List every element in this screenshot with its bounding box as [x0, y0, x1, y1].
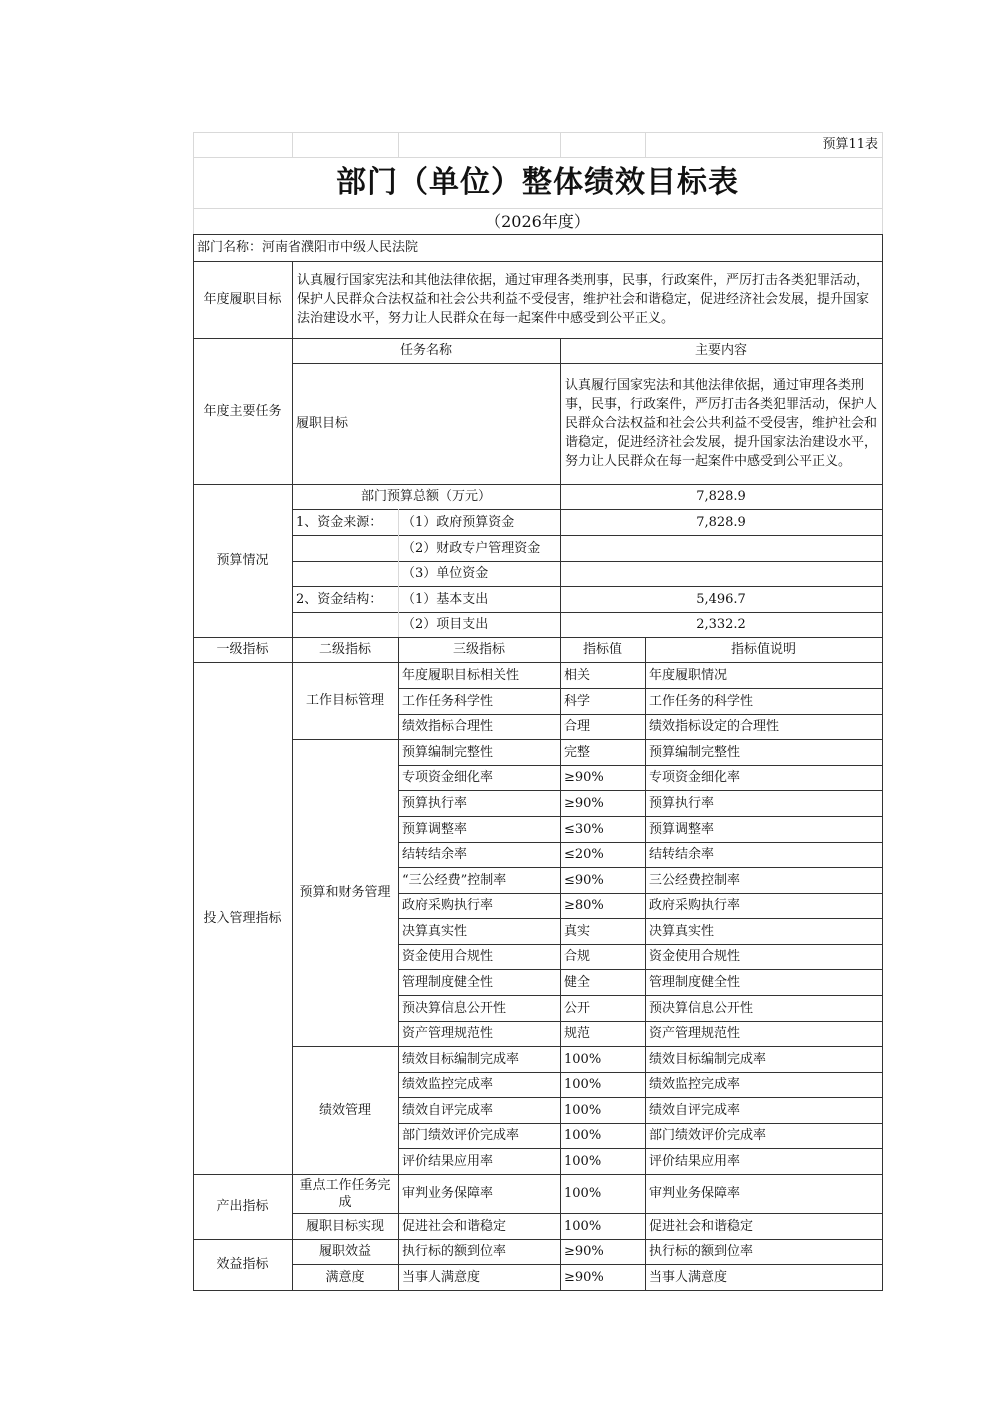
grid-line — [398, 944, 883, 945]
grid-line — [292, 132, 293, 157]
grid-line — [398, 612, 399, 637]
indicator-name: 部门绩效评价完成率 — [402, 1128, 520, 1143]
grid-line — [398, 893, 883, 894]
grid-line — [398, 1264, 883, 1265]
indicator-description: 绩效监控完成率 — [649, 1077, 741, 1092]
indicator-value: 真实 — [564, 923, 591, 939]
indicator-value: ≥90% — [564, 795, 604, 811]
level2-duty-benefit: 履职效益 — [318, 1244, 371, 1259]
grid-line — [193, 157, 883, 158]
grid-line — [193, 484, 883, 485]
basic-expense-label: （1）基本支出 — [402, 591, 489, 607]
indicator-description: 评价结果应用率 — [649, 1153, 741, 1169]
grid-line — [398, 918, 883, 919]
grid-line — [193, 1239, 883, 1240]
indicator-name: 年度履职目标相关性 — [402, 667, 520, 683]
grid-line — [292, 561, 883, 562]
task-content: 认真履行国家宪法和其他法律依据，通过审理各类刑事，民事，行政案件，严厉打击各类犯罪活动，保护人民群众合法权益和社会公共利益不受侵害，维护社会和谐稳定，促进经济社会发展，提升国家法治建设水平，努力让人民群众在每一起案件中感受到公平正义。 — [565, 378, 878, 469]
grid-line — [398, 1123, 883, 1124]
indicator-value: ≤30% — [564, 821, 604, 837]
indicator-value: 公开 — [564, 1000, 591, 1016]
grid-line — [292, 1213, 399, 1214]
indicator-name: 工作任务科学性 — [402, 693, 494, 709]
grid-line — [292, 509, 883, 510]
level1-output: 产出指标 — [216, 1199, 269, 1214]
grid-line — [398, 586, 399, 612]
level2-key-tasks: 重点工作任务完成 — [299, 1177, 391, 1210]
grid-line — [398, 509, 399, 535]
indicator-name: 资产管理规范性 — [402, 1026, 494, 1041]
level2-budget-finance: 预算和财务管理 — [299, 885, 391, 900]
grid-line — [398, 132, 399, 157]
grid-line — [560, 338, 561, 637]
indicator-value: 相关 — [564, 667, 591, 683]
indicator-value: 100% — [564, 1077, 602, 1092]
indicator-value: 合理 — [564, 719, 591, 734]
grid-line — [398, 535, 399, 586]
fiscal-account-value — [560, 535, 882, 561]
indicator-value: 100% — [564, 1218, 602, 1234]
indicator-description: 年度履职情况 — [649, 667, 728, 683]
indicator-value: 100% — [564, 1186, 602, 1201]
grid-line — [398, 1097, 883, 1098]
grid-line — [292, 1264, 399, 1265]
indicator-name: 资金使用合规性 — [402, 949, 494, 964]
grid-line — [645, 132, 646, 157]
indicator-description: 资金使用合规性 — [649, 949, 741, 964]
grid-line — [398, 714, 883, 715]
indicator-name: 管理制度健全性 — [402, 974, 494, 990]
indicator-name: 绩效指标合理性 — [402, 719, 494, 734]
level2-duty-goal: 履职目标实现 — [305, 1218, 384, 1234]
grid-line — [193, 338, 883, 339]
project-expense-label: （2）项目支出 — [402, 617, 489, 632]
indicator-description: 绩效指标设定的合理性 — [649, 719, 780, 734]
indicator-description: 工作任务的科学性 — [649, 693, 754, 709]
grid-line — [398, 688, 883, 689]
indicator-name: 执行标的额到位率 — [402, 1244, 507, 1259]
grid-line — [398, 1046, 883, 1047]
indicator-description: 管理制度健全性 — [649, 974, 741, 990]
indicator-name: 预算编制完整性 — [402, 744, 494, 760]
indicator-name: 当事人满意度 — [402, 1269, 481, 1285]
grid-line — [193, 234, 883, 235]
indicator-description: 预算执行率 — [649, 795, 715, 811]
grid-line — [398, 739, 883, 740]
indicator-description: 绩效自评完成率 — [649, 1102, 741, 1118]
indicator-value: ≥90% — [564, 770, 604, 785]
indicator-description: 政府采购执行率 — [649, 898, 741, 913]
grid-line — [292, 261, 293, 1290]
indicator-value: 规范 — [564, 1026, 591, 1041]
grid-line — [193, 637, 883, 638]
grid-line — [560, 132, 561, 157]
indicator-value: 健全 — [564, 974, 591, 990]
budget-total-label: 部门预算总额（万元） — [360, 489, 491, 504]
grid-line — [193, 1290, 883, 1291]
page-title: 部门（单位）整体绩效目标表 — [336, 165, 739, 200]
indicator-value: ≥90% — [564, 1269, 604, 1285]
task-content-header: 主要内容 — [694, 343, 747, 358]
indicator-value: ≤90% — [564, 872, 604, 888]
level1-input-management: 投入管理指标 — [203, 910, 282, 926]
level1-benefit: 效益指标 — [216, 1257, 269, 1272]
level2-satisfaction: 满意度 — [325, 1269, 365, 1285]
task-name-header: 任务名称 — [399, 343, 452, 358]
indicator-description: 三公经费控制率 — [649, 872, 741, 888]
indicator-name: 预决算信息公开性 — [402, 1000, 507, 1016]
form-number: 预算11表 — [822, 137, 878, 152]
grid-line — [193, 132, 194, 157]
grid-line — [292, 586, 883, 587]
indicator-description: 结转结余率 — [649, 847, 715, 862]
grid-line — [193, 1174, 883, 1175]
grid-line — [398, 1213, 883, 1214]
annual-goal-text: 认真履行国家宪法和其他法律依据，通过审理各类刑事，民事，行政案件，严厉打击各类犯罪活动，保护人民群众合法权益和社会公共利益不受侵害，维护社会和谐稳定，促进经济社会发展，提升国家法治建设水平，努力让人民群众在每一起案件中感受到公平正义。 — [297, 273, 870, 326]
unit-fund-label: （3）单位资金 — [402, 566, 489, 581]
header-level2: 二级指标 — [318, 642, 371, 657]
grid-line — [645, 637, 646, 1290]
grid-line — [398, 969, 883, 970]
indicator-name: 结转结余率 — [402, 847, 468, 862]
indicator-value: 100% — [564, 1051, 602, 1067]
indicator-description: 促进社会和谐稳定 — [649, 1218, 754, 1234]
grid-line — [193, 208, 883, 209]
gov-budget-value: 7,828.9 — [696, 514, 746, 530]
grid-line — [193, 157, 194, 234]
grid-line — [560, 637, 561, 1290]
task-name: 履职目标 — [296, 416, 349, 431]
header-value: 指标值 — [582, 642, 622, 657]
grid-line — [398, 662, 883, 663]
indicator-value: ≥80% — [564, 898, 604, 913]
grid-line — [398, 1148, 883, 1149]
indicator-name: 决算真实性 — [402, 923, 468, 939]
fund-source-label: 1、资金来源： — [296, 514, 383, 530]
fiscal-year: （2026年度） — [485, 211, 590, 231]
grid-line — [398, 765, 883, 766]
indicator-description: 专项资金细化率 — [649, 770, 741, 785]
header-level1: 一级指标 — [216, 642, 269, 657]
fund-structure-label: 2、资金结构： — [296, 591, 383, 607]
indicator-name: 绩效监控完成率 — [402, 1077, 494, 1092]
grid-line — [398, 637, 399, 1290]
grid-line — [193, 132, 883, 133]
indicator-value: 100% — [564, 1128, 602, 1143]
grid-line — [398, 790, 883, 791]
department-name: 部门名称：河南省濮阳市中级人民法院 — [197, 240, 419, 255]
grid-line — [193, 234, 194, 1290]
indicator-name: “三公经费”控制率 — [402, 872, 507, 888]
indicator-value: 合规 — [564, 949, 591, 964]
grid-line — [292, 363, 883, 364]
indicator-description: 绩效目标编制完成率 — [649, 1051, 767, 1067]
level2-work-goal: 工作目标管理 — [305, 693, 384, 708]
grid-line — [398, 842, 883, 843]
header-level3: 三级指标 — [452, 642, 505, 657]
grid-line — [398, 995, 883, 996]
indicator-description: 资产管理规范性 — [649, 1026, 741, 1041]
indicator-description: 执行标的额到位率 — [649, 1244, 754, 1259]
indicator-description: 预算编制完整性 — [649, 744, 741, 760]
indicator-description: 决算真实性 — [649, 923, 715, 939]
indicator-value: 科学 — [564, 693, 591, 709]
indicator-name: 审判业务保障率 — [402, 1186, 494, 1201]
grid-line — [882, 157, 883, 234]
unit-fund-value — [560, 561, 882, 586]
indicator-description: 当事人满意度 — [649, 1269, 728, 1285]
grid-line — [292, 535, 883, 536]
grid-line — [398, 867, 883, 868]
main-tasks-label: 年度主要任务 — [203, 403, 282, 419]
project-expense-value: 2,332.2 — [696, 617, 746, 632]
indicator-value: 100% — [564, 1102, 602, 1118]
grid-line — [398, 1021, 883, 1022]
grid-line — [292, 739, 399, 740]
gov-budget-label: （1）政府预算资金 — [402, 514, 515, 530]
level2-performance-mgmt: 绩效管理 — [318, 1102, 371, 1118]
grid-line — [398, 1072, 883, 1073]
indicator-value: ≥90% — [564, 1244, 604, 1259]
budget-total-value: 7,828.9 — [696, 489, 746, 504]
indicator-description: 预算调整率 — [649, 821, 715, 837]
indicator-value: 完整 — [564, 744, 591, 760]
grid-line — [882, 132, 883, 157]
indicator-description: 审判业务保障率 — [649, 1186, 741, 1201]
indicator-name: 专项资金细化率 — [402, 770, 494, 785]
indicator-description: 预决算信息公开性 — [649, 1000, 754, 1016]
indicator-name: 政府采购执行率 — [402, 898, 494, 913]
indicator-name: 评价结果应用率 — [402, 1153, 494, 1169]
indicator-description: 部门绩效评价完成率 — [649, 1128, 767, 1143]
indicator-value: ≤20% — [564, 847, 604, 862]
header-description: 指标值说明 — [730, 642, 796, 657]
fiscal-account-label: （2）财政专户管理资金 — [402, 540, 541, 556]
indicator-name: 预算调整率 — [402, 821, 468, 837]
indicator-name: 促进社会和谐稳定 — [402, 1218, 507, 1234]
grid-line — [398, 816, 883, 817]
budget-label: 预算情况 — [216, 553, 269, 568]
grid-line — [882, 234, 883, 1290]
grid-line — [292, 1046, 399, 1047]
indicator-value: 100% — [564, 1153, 602, 1169]
indicator-name: 绩效目标编制完成率 — [402, 1051, 520, 1067]
indicator-name: 绩效自评完成率 — [402, 1102, 494, 1118]
basic-expense-value: 5,496.7 — [696, 591, 746, 607]
grid-line — [292, 612, 883, 613]
indicator-name: 预算执行率 — [402, 795, 468, 811]
grid-line — [193, 261, 883, 262]
annual-goal-label: 年度履职目标 — [203, 292, 282, 307]
